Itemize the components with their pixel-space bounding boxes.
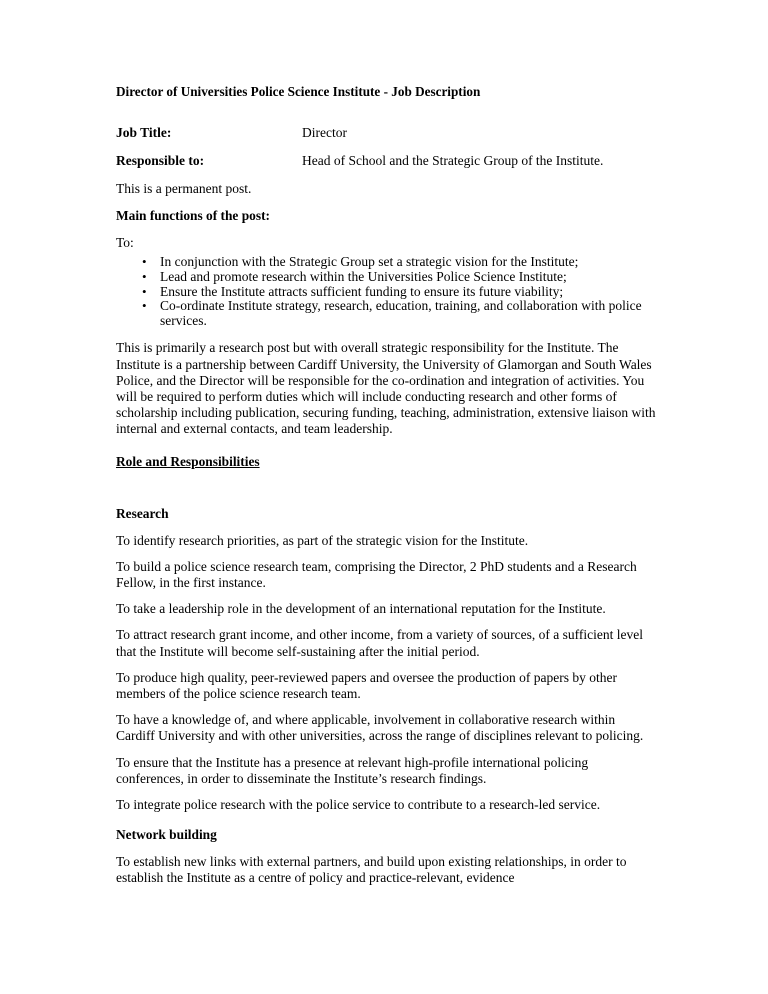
main-functions-heading: Main functions of the post: (116, 208, 270, 224)
main-functions-list (116, 255, 656, 328)
list-item: • Ensure the Institute attracts sufficient funding to ensure its future viability; (116, 285, 656, 300)
field-label-job-title: Job Title: (116, 125, 172, 140)
research-paragraph: To have a knowledge of, and where applicable, involvement in collaborative research within Cardiff University and with other universities, across the range of disciplines relevant to policing. (116, 712, 644, 744)
research-heading: Research (116, 505, 169, 521)
document-title: Director of Universities Police Science Institute - Job Description (116, 84, 481, 99)
field-responsible-to (116, 153, 656, 169)
network-building-heading: Network building (116, 827, 217, 843)
research-paragraph: To take a leadership role in the development of an international reputation for the Institute. (116, 601, 606, 617)
research-paragraph: To attract research grant income, and other income, from a variety of sources, of a sufficient level that the Institute will become self-sustaining after the initial period. (116, 627, 643, 659)
overview-paragraph: This is primarily a research post but with overall strategic responsibility for the Institute. The Institute is a partnership between Cardiff University, the University of Glamorgan and South Wales Police, and the Director will be responsible for the co-ordination and integration of activities. You will be required to perform duties which will include conducting research and other forms of scholarship including publication, securing funding, teaching, administration, extensive liaison with internal and external contacts, and team leadership. (116, 340, 656, 437)
research-paragraph: To produce high quality, peer-reviewed papers and oversee the production of papers by other members of the police science research team. (116, 669, 617, 702)
document-body (116, 84, 656, 897)
field-job-title (116, 125, 656, 141)
field-value-responsible-to: Head of School and the Strategic Group of the Institute. (302, 153, 604, 168)
role-and-responsibilities-heading: Role and Responsibilities (116, 453, 260, 469)
research-paragraph: To integrate police research with the police service to contribute to a research-led service. (116, 797, 601, 813)
field-label-responsible-to: Responsible to: (116, 153, 205, 168)
field-value-job-title: Director (302, 125, 347, 140)
role-and-responsibilities-heading-wrap (116, 453, 656, 488)
research-paragraph: To build a police science research team, comprising the Director, 2 PhD students and a Research Fellow, in the first instance. (116, 558, 637, 590)
list-item: • In conjunction with the Strategic Group set a strategic vision for the Institute; (116, 255, 656, 270)
network-paragraph: To establish new links with external partners, and build upon existing relationships, in order to establish the Institute as a centre of policy and practice-relevant, evidence (116, 854, 627, 886)
research-paragraph: To identify research priorities, as part of the strategic vision for the Institute. (116, 532, 529, 548)
list-item: • Co-ordinate Institute strategy, research, education, training, and collaboration with police services. (116, 299, 656, 328)
to-label: To: (116, 235, 134, 251)
research-paragraph: To ensure that the Institute has a presence at relevant high-profile international policing conferences, in order to disseminate the Institute’s research findings. (116, 754, 589, 786)
list-item: • Lead and promote research within the Universities Police Science Institute; (116, 270, 656, 285)
permanent-post-note: This is a permanent post. (116, 181, 252, 196)
